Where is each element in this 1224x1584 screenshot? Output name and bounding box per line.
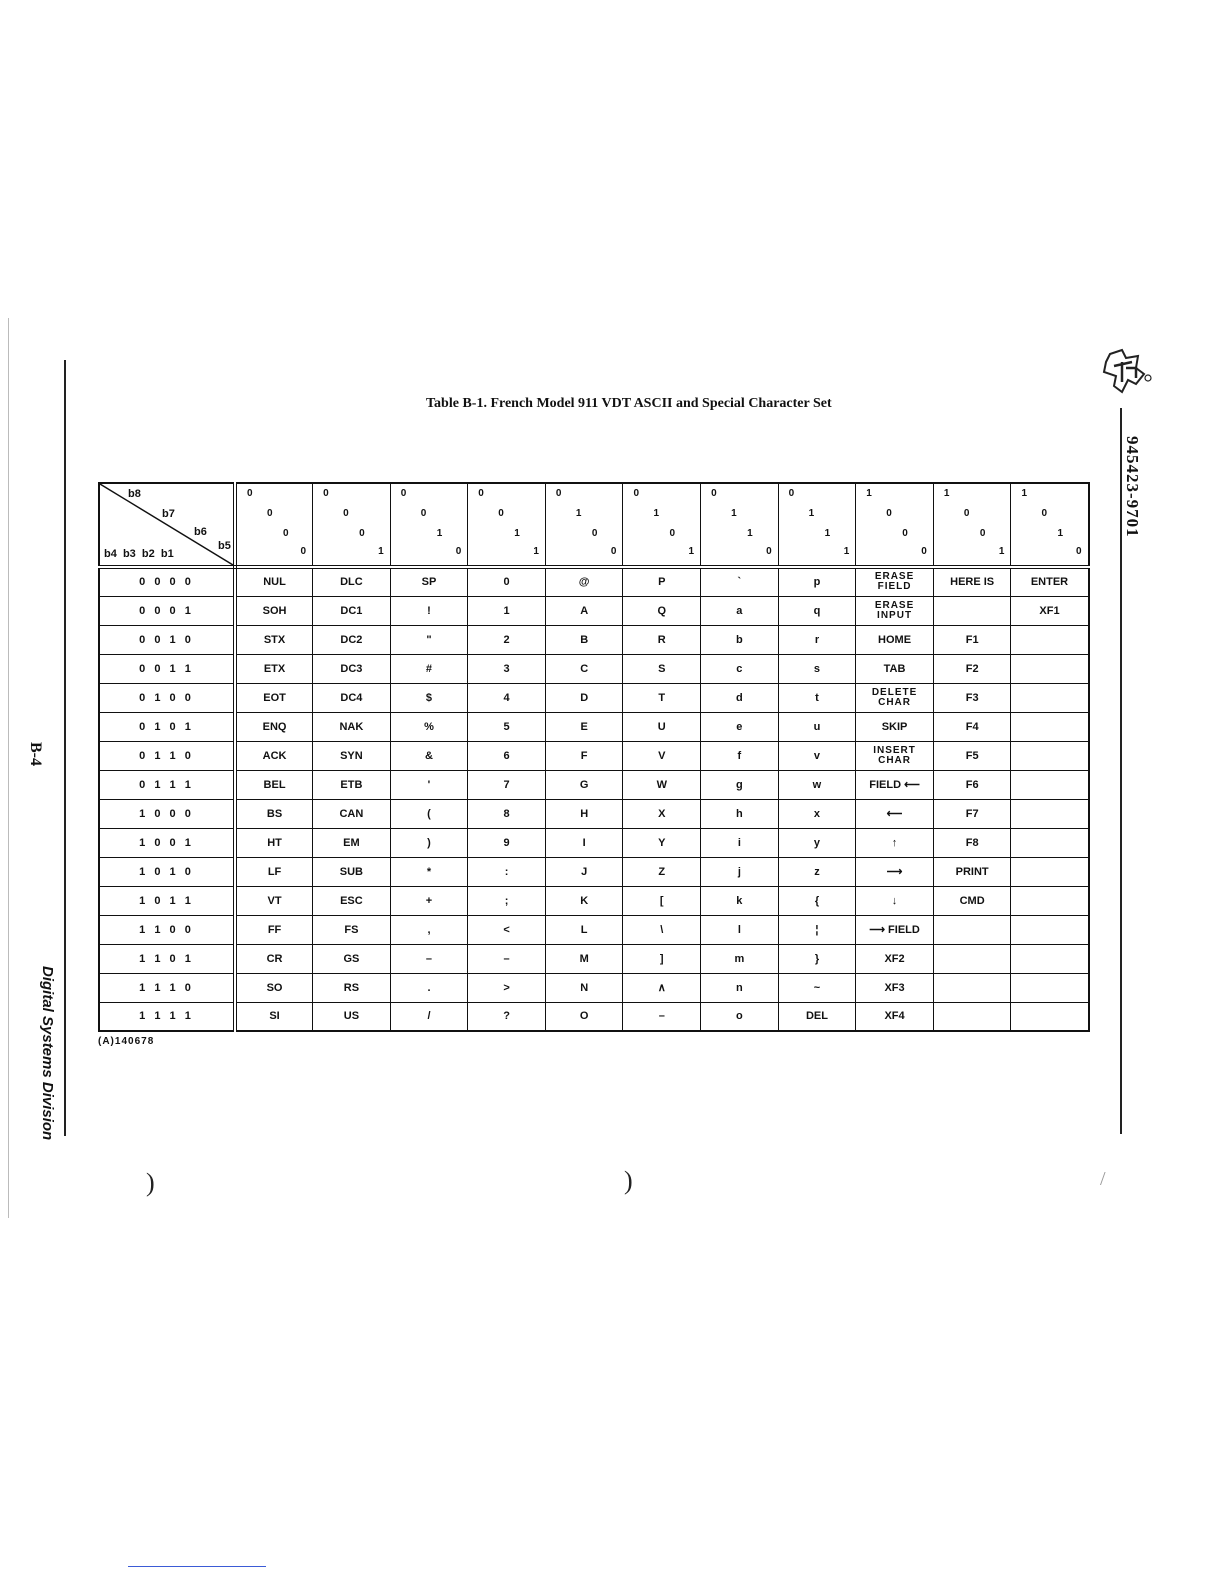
char-cell: b bbox=[701, 625, 779, 654]
char-cell: W bbox=[623, 770, 701, 799]
char-cell: SYN bbox=[313, 741, 391, 770]
char-cell: > bbox=[468, 973, 546, 1002]
row-bits: 0 0 1 1 bbox=[99, 654, 235, 683]
char-cell: $ bbox=[390, 683, 468, 712]
char-cell: SUB bbox=[313, 857, 391, 886]
column-header-3 bbox=[468, 483, 546, 567]
char-cell: \ bbox=[623, 915, 701, 944]
row-bits: 0 1 0 1 bbox=[99, 712, 235, 741]
char-cell: SI bbox=[235, 1002, 313, 1031]
char-cell: C bbox=[545, 654, 623, 683]
char-cell: N bbox=[545, 973, 623, 1002]
char-cell: – bbox=[468, 944, 546, 973]
column-bit-b5: 0 bbox=[921, 546, 927, 557]
row-bits: 0 1 0 0 bbox=[99, 683, 235, 712]
char-cell: DC3 bbox=[313, 654, 391, 683]
column-bit-b5: 1 bbox=[998, 546, 1005, 557]
column-bit-b5: 1 bbox=[843, 546, 850, 557]
column-header-4 bbox=[545, 483, 623, 567]
char-cell: SKIP bbox=[856, 712, 934, 741]
column-header-8 bbox=[856, 483, 934, 567]
char-cell: z bbox=[778, 857, 856, 886]
column-bit-b8: 0 bbox=[400, 488, 407, 499]
char-cell: j bbox=[701, 857, 779, 886]
char-cell: m bbox=[701, 944, 779, 973]
char-cell: ∧ bbox=[623, 973, 701, 1002]
char-cell: E bbox=[545, 712, 623, 741]
char-cell: w bbox=[778, 770, 856, 799]
char-cell: / bbox=[390, 1002, 468, 1031]
row-bits: 0 1 1 1 bbox=[99, 770, 235, 799]
column-bit-b5: 0 bbox=[610, 546, 617, 557]
column-bit-b8: 0 bbox=[788, 488, 795, 499]
char-cell bbox=[1011, 857, 1089, 886]
column-header-6 bbox=[701, 483, 779, 567]
column-bit-b5: 0 bbox=[1075, 546, 1082, 557]
char-cell bbox=[1011, 683, 1089, 712]
table-row bbox=[99, 915, 1089, 944]
char-cell: 9 bbox=[468, 828, 546, 857]
char-cell: 6 bbox=[468, 741, 546, 770]
char-cell: NAK bbox=[313, 712, 391, 741]
column-bit-b8: 0 bbox=[633, 488, 640, 499]
row-bits: 0 0 0 1 bbox=[99, 596, 235, 625]
char-cell: , bbox=[390, 915, 468, 944]
char-cell: US bbox=[313, 1002, 391, 1031]
row-bits: 1 0 1 0 bbox=[99, 857, 235, 886]
column-bit-b8: 0 bbox=[711, 488, 717, 499]
char-cell: h bbox=[701, 799, 779, 828]
char-cell: LF bbox=[235, 857, 313, 886]
char-cell: XF1 bbox=[1011, 596, 1089, 625]
char-cell: HOME bbox=[856, 625, 934, 654]
scan-artifact: ) bbox=[146, 1168, 155, 1197]
char-cell: F6 bbox=[933, 770, 1011, 799]
char-cell bbox=[1011, 828, 1089, 857]
left-margin-rule bbox=[64, 360, 66, 1136]
column-bit-b6: 0 bbox=[591, 528, 598, 539]
column-header-7 bbox=[778, 483, 856, 567]
char-cell: 7 bbox=[468, 770, 546, 799]
char-cell bbox=[933, 915, 1011, 944]
char-cell bbox=[1011, 973, 1089, 1002]
char-cell: NUL bbox=[235, 567, 313, 596]
corner-b8: b8 bbox=[128, 488, 141, 500]
char-cell: ? bbox=[468, 1002, 546, 1031]
row-bits: 1 0 0 0 bbox=[99, 799, 235, 828]
column-bit-b6: 0 bbox=[902, 528, 908, 539]
char-cell bbox=[1011, 886, 1089, 915]
char-cell: FF bbox=[235, 915, 313, 944]
column-bit-b7: 0 bbox=[1041, 508, 1047, 519]
table-row bbox=[99, 741, 1089, 770]
table-row bbox=[99, 567, 1089, 596]
char-cell: a bbox=[701, 596, 779, 625]
bit-corner-cell bbox=[99, 483, 235, 567]
column-header-0 bbox=[235, 483, 313, 567]
char-cell: @ bbox=[545, 567, 623, 596]
column-bit-b7: 0 bbox=[420, 508, 427, 519]
column-bit-b7: 0 bbox=[267, 508, 273, 519]
row-bits: 1 1 1 0 bbox=[99, 973, 235, 1002]
table-row bbox=[99, 683, 1089, 712]
char-cell: ENTER bbox=[1011, 567, 1089, 596]
column-bit-b8: 0 bbox=[555, 488, 562, 499]
char-cell: Q bbox=[623, 596, 701, 625]
table-title: Table B-1. French Model 911 VDT ASCII and Special Character Set bbox=[426, 396, 832, 411]
column-bit-b5: 0 bbox=[455, 546, 462, 557]
char-cell: { bbox=[778, 886, 856, 915]
char-cell: ENQ bbox=[235, 712, 313, 741]
char-cell: DLC bbox=[313, 567, 391, 596]
char-cell bbox=[933, 973, 1011, 1002]
column-bit-b5: 1 bbox=[378, 546, 384, 557]
char-cell: ⟶ FIELD bbox=[856, 915, 934, 944]
char-cell: CAN bbox=[313, 799, 391, 828]
char-cell: O bbox=[545, 1002, 623, 1031]
column-header-10 bbox=[1011, 483, 1089, 567]
char-cell: DC4 bbox=[313, 683, 391, 712]
table-row bbox=[99, 654, 1089, 683]
char-cell: 4 bbox=[468, 683, 546, 712]
char-cell: ~ bbox=[778, 973, 856, 1002]
table-row bbox=[99, 712, 1089, 741]
char-cell: ⟵ bbox=[856, 799, 934, 828]
scan-artifact: / bbox=[1100, 1168, 1106, 1190]
column-bit-b6: 0 bbox=[979, 528, 986, 539]
char-cell: XF3 bbox=[856, 973, 934, 1002]
column-bit-b6: 0 bbox=[669, 528, 676, 539]
char-cell: DC2 bbox=[313, 625, 391, 654]
column-header-9 bbox=[933, 483, 1011, 567]
column-bit-b7: 0 bbox=[886, 508, 892, 519]
char-cell: x bbox=[778, 799, 856, 828]
char-cell: # bbox=[390, 654, 468, 683]
table-row bbox=[99, 828, 1089, 857]
char-cell: T bbox=[623, 683, 701, 712]
char-cell: t bbox=[778, 683, 856, 712]
corner-b7: b7 bbox=[162, 508, 175, 520]
char-cell: INSERT CHAR bbox=[856, 741, 934, 770]
char-cell: ] bbox=[623, 944, 701, 973]
table-row bbox=[99, 799, 1089, 828]
char-cell: 2 bbox=[468, 625, 546, 654]
char-cell: S bbox=[623, 654, 701, 683]
char-cell bbox=[1011, 799, 1089, 828]
table-row bbox=[99, 857, 1089, 886]
char-cell: % bbox=[390, 712, 468, 741]
char-cell: " bbox=[390, 625, 468, 654]
char-cell: & bbox=[390, 741, 468, 770]
char-cell: p bbox=[778, 567, 856, 596]
char-cell: ` bbox=[701, 567, 779, 596]
column-bit-b7: 0 bbox=[343, 508, 349, 519]
char-cell: EOT bbox=[235, 683, 313, 712]
char-cell: ↓ bbox=[856, 886, 934, 915]
char-cell: F3 bbox=[933, 683, 1011, 712]
char-cell: G bbox=[545, 770, 623, 799]
column-bit-b7: 1 bbox=[653, 508, 660, 519]
char-cell: F8 bbox=[933, 828, 1011, 857]
column-bit-b7: 1 bbox=[731, 508, 737, 519]
char-cell: K bbox=[545, 886, 623, 915]
column-bit-b8: 0 bbox=[323, 488, 329, 499]
row-bits: 1 1 0 1 bbox=[99, 944, 235, 973]
char-cell: D bbox=[545, 683, 623, 712]
char-cell: FIELD ⟵ bbox=[856, 770, 934, 799]
table-row bbox=[99, 625, 1089, 654]
char-cell: 1 bbox=[468, 596, 546, 625]
corner-b6: b6 bbox=[194, 526, 207, 538]
char-cell: e bbox=[701, 712, 779, 741]
char-cell: – bbox=[390, 944, 468, 973]
column-bit-b8: 1 bbox=[1021, 488, 1027, 499]
column-bit-b6: 1 bbox=[436, 528, 443, 539]
row-bits: 0 0 1 0 bbox=[99, 625, 235, 654]
char-cell: X bbox=[623, 799, 701, 828]
char-cell: ERASE FIELD bbox=[856, 567, 934, 596]
column-bit-b6: 1 bbox=[514, 528, 520, 539]
char-cell: DEL bbox=[778, 1002, 856, 1031]
scan-artifact: ) bbox=[624, 1166, 633, 1195]
column-header-1 bbox=[313, 483, 391, 567]
char-cell: Y bbox=[623, 828, 701, 857]
char-cell: ACK bbox=[235, 741, 313, 770]
char-cell bbox=[1011, 654, 1089, 683]
footer-line bbox=[128, 1566, 266, 1567]
char-cell: F2 bbox=[933, 654, 1011, 683]
char-cell bbox=[1011, 944, 1089, 973]
char-cell: u bbox=[778, 712, 856, 741]
column-bit-b8: 0 bbox=[478, 488, 484, 499]
char-cell: J bbox=[545, 857, 623, 886]
column-bit-b8: 0 bbox=[247, 488, 253, 499]
char-cell: 8 bbox=[468, 799, 546, 828]
column-bit-b5: 1 bbox=[688, 546, 695, 557]
document-number: 945423-9701 bbox=[1123, 436, 1142, 538]
table-row bbox=[99, 886, 1089, 915]
char-cell: HERE IS bbox=[933, 567, 1011, 596]
table-row bbox=[99, 1002, 1089, 1031]
char-cell bbox=[933, 944, 1011, 973]
column-bit-b6: 0 bbox=[283, 528, 289, 539]
char-cell: – bbox=[623, 1002, 701, 1031]
char-cell: y bbox=[778, 828, 856, 857]
char-cell: ESC bbox=[313, 886, 391, 915]
char-cell: R bbox=[623, 625, 701, 654]
char-cell: P bbox=[623, 567, 701, 596]
char-cell: F5 bbox=[933, 741, 1011, 770]
char-cell: r bbox=[778, 625, 856, 654]
char-cell: GS bbox=[313, 944, 391, 973]
char-cell: q bbox=[778, 596, 856, 625]
char-cell: SO bbox=[235, 973, 313, 1002]
char-cell: VT bbox=[235, 886, 313, 915]
char-cell: I bbox=[545, 828, 623, 857]
char-cell: BS bbox=[235, 799, 313, 828]
row-bits: 1 1 1 1 bbox=[99, 1002, 235, 1031]
row-bits: 0 0 0 0 bbox=[99, 567, 235, 596]
char-cell: M bbox=[545, 944, 623, 973]
char-cell bbox=[1011, 915, 1089, 944]
char-cell: 0 bbox=[468, 567, 546, 596]
char-cell: [ bbox=[623, 886, 701, 915]
char-cell bbox=[1011, 625, 1089, 654]
char-cell bbox=[933, 1002, 1011, 1031]
row-bits: 1 1 0 0 bbox=[99, 915, 235, 944]
char-cell: F4 bbox=[933, 712, 1011, 741]
figure-reference: (A)140678 bbox=[98, 1036, 155, 1047]
scan-edge-line bbox=[8, 318, 9, 1218]
char-cell: BEL bbox=[235, 770, 313, 799]
char-cell: F1 bbox=[933, 625, 1011, 654]
char-cell: V bbox=[623, 741, 701, 770]
header-row bbox=[99, 483, 1089, 567]
column-bit-b7: 1 bbox=[575, 508, 582, 519]
table-row bbox=[99, 973, 1089, 1002]
column-bit-b6: 0 bbox=[359, 528, 365, 539]
column-bit-b7: 1 bbox=[808, 508, 815, 519]
char-cell: g bbox=[701, 770, 779, 799]
char-cell: c bbox=[701, 654, 779, 683]
char-cell: F7 bbox=[933, 799, 1011, 828]
column-bit-b5: 0 bbox=[300, 546, 307, 557]
char-cell: ↑ bbox=[856, 828, 934, 857]
char-cell: B bbox=[545, 625, 623, 654]
column-header-2 bbox=[390, 483, 468, 567]
column-bit-b8: 1 bbox=[943, 488, 950, 499]
char-cell: FS bbox=[313, 915, 391, 944]
char-cell: XF2 bbox=[856, 944, 934, 973]
column-bit-b5: 1 bbox=[533, 546, 539, 557]
char-cell: i bbox=[701, 828, 779, 857]
column-bit-b6: 1 bbox=[1057, 528, 1063, 539]
char-cell: o bbox=[701, 1002, 779, 1031]
table-row bbox=[99, 944, 1089, 973]
char-cell: STX bbox=[235, 625, 313, 654]
column-bit-b6: 1 bbox=[824, 528, 831, 539]
char-cell: } bbox=[778, 944, 856, 973]
char-cell: RS bbox=[313, 973, 391, 1002]
char-cell: : bbox=[468, 857, 546, 886]
char-cell: F bbox=[545, 741, 623, 770]
corner-low-bits: b4 b3 b2 b1 bbox=[104, 548, 174, 560]
column-bit-b6: 1 bbox=[747, 528, 753, 539]
char-cell bbox=[1011, 770, 1089, 799]
column-bit-b5: 0 bbox=[766, 546, 772, 557]
char-cell: ! bbox=[390, 596, 468, 625]
char-cell: SP bbox=[390, 567, 468, 596]
char-cell: ERASE INPUT bbox=[856, 596, 934, 625]
corner-b5: b5 bbox=[218, 540, 231, 552]
char-cell: s bbox=[778, 654, 856, 683]
row-bits: 1 0 0 1 bbox=[99, 828, 235, 857]
char-cell: L bbox=[545, 915, 623, 944]
char-cell: H bbox=[545, 799, 623, 828]
char-cell: ( bbox=[390, 799, 468, 828]
char-cell: 5 bbox=[468, 712, 546, 741]
char-cell: * bbox=[390, 857, 468, 886]
page-id: B-4 bbox=[27, 742, 44, 766]
row-bits: 1 0 1 1 bbox=[99, 886, 235, 915]
char-cell: DELETE CHAR bbox=[856, 683, 934, 712]
char-cell bbox=[1011, 741, 1089, 770]
char-cell bbox=[1011, 1002, 1089, 1031]
char-cell: SOH bbox=[235, 596, 313, 625]
table-row bbox=[99, 596, 1089, 625]
char-cell: n bbox=[701, 973, 779, 1002]
char-cell: ' bbox=[390, 770, 468, 799]
char-cell: ; bbox=[468, 886, 546, 915]
char-cell: f bbox=[701, 741, 779, 770]
char-cell: PRINT bbox=[933, 857, 1011, 886]
char-cell: XF4 bbox=[856, 1002, 934, 1031]
char-cell: < bbox=[468, 915, 546, 944]
char-cell: ETB bbox=[313, 770, 391, 799]
char-cell: + bbox=[390, 886, 468, 915]
char-cell: HT bbox=[235, 828, 313, 857]
char-cell: Z bbox=[623, 857, 701, 886]
character-set-table bbox=[98, 482, 1090, 1032]
char-cell: v bbox=[778, 741, 856, 770]
table-row bbox=[99, 770, 1089, 799]
column-bit-b7: 0 bbox=[963, 508, 970, 519]
char-cell: CR bbox=[235, 944, 313, 973]
column-bit-b8: 1 bbox=[866, 488, 872, 499]
column-header-5 bbox=[623, 483, 701, 567]
char-cell: d bbox=[701, 683, 779, 712]
char-cell: EM bbox=[313, 828, 391, 857]
char-cell: ETX bbox=[235, 654, 313, 683]
char-cell: ⟶ bbox=[856, 857, 934, 886]
column-bit-b7: 0 bbox=[498, 508, 504, 519]
char-cell: A bbox=[545, 596, 623, 625]
char-cell: DC1 bbox=[313, 596, 391, 625]
char-cell: ) bbox=[390, 828, 468, 857]
division-name: Digital Systems Division bbox=[39, 966, 56, 1141]
char-cell: l bbox=[701, 915, 779, 944]
char-cell: ¦ bbox=[778, 915, 856, 944]
char-cell: k bbox=[701, 886, 779, 915]
char-cell: U bbox=[623, 712, 701, 741]
char-cell: . bbox=[390, 973, 468, 1002]
char-cell: CMD bbox=[933, 886, 1011, 915]
row-bits: 0 1 1 0 bbox=[99, 741, 235, 770]
ti-logo-icon bbox=[1092, 340, 1156, 404]
char-cell bbox=[1011, 712, 1089, 741]
char-cell: 3 bbox=[468, 654, 546, 683]
char-cell bbox=[933, 596, 1011, 625]
char-cell: TAB bbox=[856, 654, 934, 683]
